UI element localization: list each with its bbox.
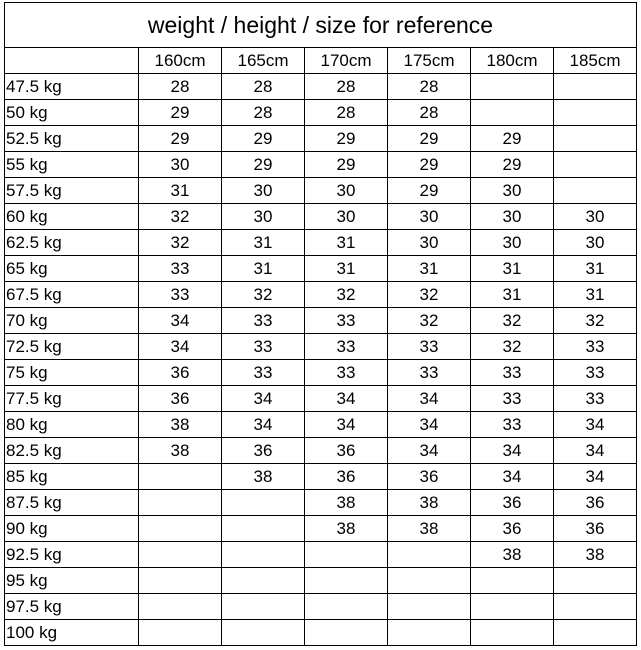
size-cell: 29 — [139, 100, 222, 126]
size-cell: 38 — [554, 542, 637, 568]
size-cell: 36 — [139, 386, 222, 412]
size-cell — [139, 568, 222, 594]
height-header: 170cm — [305, 48, 388, 74]
size-cell — [471, 594, 554, 620]
size-cell — [139, 464, 222, 490]
table-row — [5, 100, 637, 126]
size-cell — [222, 568, 305, 594]
size-cell — [471, 74, 554, 100]
size-cell — [222, 620, 305, 646]
weight-label: 75 kg — [5, 360, 139, 386]
size-cell: 34 — [305, 386, 388, 412]
size-cell — [554, 568, 637, 594]
size-cell: 33 — [222, 360, 305, 386]
size-cell: 33 — [471, 386, 554, 412]
size-cell: 36 — [471, 490, 554, 516]
size-cell: 32 — [388, 308, 471, 334]
table-row — [5, 490, 637, 516]
size-cell: 32 — [554, 308, 637, 334]
size-cell: 30 — [554, 230, 637, 256]
size-cell — [471, 568, 554, 594]
table-row — [5, 594, 637, 620]
size-cell: 30 — [305, 204, 388, 230]
size-cell: 36 — [471, 516, 554, 542]
size-cell — [554, 594, 637, 620]
size-cell: 30 — [139, 152, 222, 178]
size-cell: 31 — [222, 230, 305, 256]
table-row — [5, 464, 637, 490]
weight-label: 87.5 kg — [5, 490, 139, 516]
table-row — [5, 282, 637, 308]
table-row — [5, 126, 637, 152]
table-row — [5, 178, 637, 204]
weight-label: 67.5 kg — [5, 282, 139, 308]
size-cell: 33 — [305, 334, 388, 360]
table-row — [5, 516, 637, 542]
size-cell: 34 — [471, 438, 554, 464]
size-cell: 33 — [471, 412, 554, 438]
size-cell: 29 — [471, 152, 554, 178]
size-chart — [4, 2, 637, 647]
size-cell: 34 — [222, 412, 305, 438]
weight-label: 47.5 kg — [5, 74, 139, 100]
size-cell: 33 — [222, 334, 305, 360]
weight-label: 97.5 kg — [5, 594, 139, 620]
size-cell: 36 — [222, 438, 305, 464]
size-cell: 38 — [388, 516, 471, 542]
size-cell: 36 — [554, 516, 637, 542]
size-cell: 31 — [305, 230, 388, 256]
header-row — [5, 48, 637, 74]
size-cell — [305, 542, 388, 568]
size-cell: 30 — [222, 178, 305, 204]
weight-label: 52.5 kg — [5, 126, 139, 152]
height-header: 160cm — [139, 48, 222, 74]
size-cell — [305, 594, 388, 620]
size-cell: 30 — [471, 230, 554, 256]
size-cell: 29 — [305, 126, 388, 152]
size-cell: 32 — [388, 282, 471, 308]
size-cell: 34 — [388, 438, 471, 464]
table-row — [5, 568, 637, 594]
size-cell: 29 — [471, 126, 554, 152]
size-cell: 28 — [305, 100, 388, 126]
size-cell: 30 — [471, 204, 554, 230]
size-cell: 33 — [388, 360, 471, 386]
size-cell — [554, 126, 637, 152]
size-cell: 30 — [222, 204, 305, 230]
size-cell: 31 — [554, 256, 637, 282]
weight-label: 85 kg — [5, 464, 139, 490]
weight-label: 77.5 kg — [5, 386, 139, 412]
table-row — [5, 256, 637, 282]
size-cell: 30 — [388, 204, 471, 230]
table-row — [5, 152, 637, 178]
size-cell — [388, 620, 471, 646]
size-cell: 30 — [554, 204, 637, 230]
size-cell — [554, 74, 637, 100]
table-row — [5, 438, 637, 464]
height-header: 165cm — [222, 48, 305, 74]
size-cell: 36 — [305, 464, 388, 490]
weight-label: 95 kg — [5, 568, 139, 594]
size-cell — [388, 568, 471, 594]
size-cell — [471, 620, 554, 646]
size-cell: 29 — [388, 152, 471, 178]
weight-label: 100 kg — [5, 620, 139, 646]
size-cell: 33 — [471, 360, 554, 386]
size-cell: 32 — [471, 308, 554, 334]
size-cell: 32 — [471, 334, 554, 360]
weight-label: 55 kg — [5, 152, 139, 178]
table-row — [5, 204, 637, 230]
size-cell: 29 — [388, 126, 471, 152]
size-cell: 29 — [222, 126, 305, 152]
table-row — [5, 386, 637, 412]
size-cell — [139, 516, 222, 542]
size-cell: 28 — [222, 74, 305, 100]
size-cell — [139, 542, 222, 568]
height-header: 180cm — [471, 48, 554, 74]
size-cell: 33 — [139, 282, 222, 308]
size-cell: 33 — [305, 360, 388, 386]
table-row — [5, 334, 637, 360]
table-row — [5, 412, 637, 438]
weight-label: 57.5 kg — [5, 178, 139, 204]
weight-label: 92.5 kg — [5, 542, 139, 568]
size-cell: 33 — [554, 360, 637, 386]
size-cell: 38 — [305, 490, 388, 516]
size-cell: 38 — [305, 516, 388, 542]
size-cell: 33 — [305, 308, 388, 334]
size-cell: 29 — [222, 152, 305, 178]
size-cell — [305, 568, 388, 594]
size-cell: 34 — [554, 464, 637, 490]
weight-label: 62.5 kg — [5, 230, 139, 256]
size-cell — [222, 516, 305, 542]
size-cell — [554, 620, 637, 646]
size-cell: 32 — [222, 282, 305, 308]
table-row — [5, 620, 637, 646]
size-cell: 31 — [554, 282, 637, 308]
size-cell: 36 — [554, 490, 637, 516]
size-cell: 36 — [388, 464, 471, 490]
size-cell: 30 — [305, 178, 388, 204]
size-cell: 33 — [222, 308, 305, 334]
title-row — [5, 3, 637, 48]
size-cell: 29 — [139, 126, 222, 152]
table-row — [5, 308, 637, 334]
size-cell: 32 — [139, 230, 222, 256]
size-cell — [139, 490, 222, 516]
size-cell: 32 — [139, 204, 222, 230]
size-cell: 31 — [305, 256, 388, 282]
weight-label: 90 kg — [5, 516, 139, 542]
size-cell — [554, 178, 637, 204]
size-cell: 32 — [305, 282, 388, 308]
size-cell — [222, 490, 305, 516]
size-cell: 33 — [554, 334, 637, 360]
size-cell: 34 — [554, 438, 637, 464]
table-row — [5, 74, 637, 100]
size-cell: 31 — [471, 256, 554, 282]
weight-label: 60 kg — [5, 204, 139, 230]
size-cell: 30 — [471, 178, 554, 204]
size-cell — [139, 594, 222, 620]
size-cell: 34 — [554, 412, 637, 438]
size-cell — [305, 620, 388, 646]
height-header: 185cm — [554, 48, 637, 74]
weight-label: 70 kg — [5, 308, 139, 334]
size-cell: 34 — [388, 412, 471, 438]
size-table — [4, 2, 637, 646]
size-cell: 36 — [305, 438, 388, 464]
size-cell: 34 — [139, 308, 222, 334]
size-cell: 29 — [305, 152, 388, 178]
height-header: 175cm — [388, 48, 471, 74]
size-cell — [222, 594, 305, 620]
size-cell: 30 — [388, 230, 471, 256]
size-cell: 34 — [471, 464, 554, 490]
size-cell: 34 — [388, 386, 471, 412]
corner-cell — [5, 48, 139, 74]
size-cell: 29 — [388, 178, 471, 204]
size-cell — [222, 542, 305, 568]
size-cell — [554, 100, 637, 126]
size-cell: 28 — [305, 74, 388, 100]
size-cell: 34 — [305, 412, 388, 438]
size-cell: 38 — [139, 438, 222, 464]
weight-label: 82.5 kg — [5, 438, 139, 464]
size-cell: 33 — [139, 256, 222, 282]
size-cell — [388, 594, 471, 620]
size-cell: 38 — [388, 490, 471, 516]
size-cell: 31 — [388, 256, 471, 282]
size-cell: 34 — [139, 334, 222, 360]
weight-label: 72.5 kg — [5, 334, 139, 360]
size-cell — [139, 620, 222, 646]
size-cell: 33 — [388, 334, 471, 360]
size-cell: 28 — [222, 100, 305, 126]
table-title: weight / height / size for reference — [5, 3, 637, 48]
size-cell: 34 — [222, 386, 305, 412]
size-cell: 36 — [139, 360, 222, 386]
size-cell — [471, 100, 554, 126]
table-row — [5, 230, 637, 256]
size-cell: 38 — [471, 542, 554, 568]
size-cell — [388, 542, 471, 568]
table-row — [5, 360, 637, 386]
size-cell: 31 — [471, 282, 554, 308]
size-cell: 38 — [139, 412, 222, 438]
size-cell: 31 — [222, 256, 305, 282]
weight-label: 80 kg — [5, 412, 139, 438]
size-cell: 28 — [388, 74, 471, 100]
size-cell: 31 — [139, 178, 222, 204]
size-cell — [554, 152, 637, 178]
size-cell: 28 — [388, 100, 471, 126]
size-cell: 33 — [554, 386, 637, 412]
table-row — [5, 542, 637, 568]
size-cell: 28 — [139, 74, 222, 100]
weight-label: 65 kg — [5, 256, 139, 282]
size-cell: 38 — [222, 464, 305, 490]
weight-label: 50 kg — [5, 100, 139, 126]
